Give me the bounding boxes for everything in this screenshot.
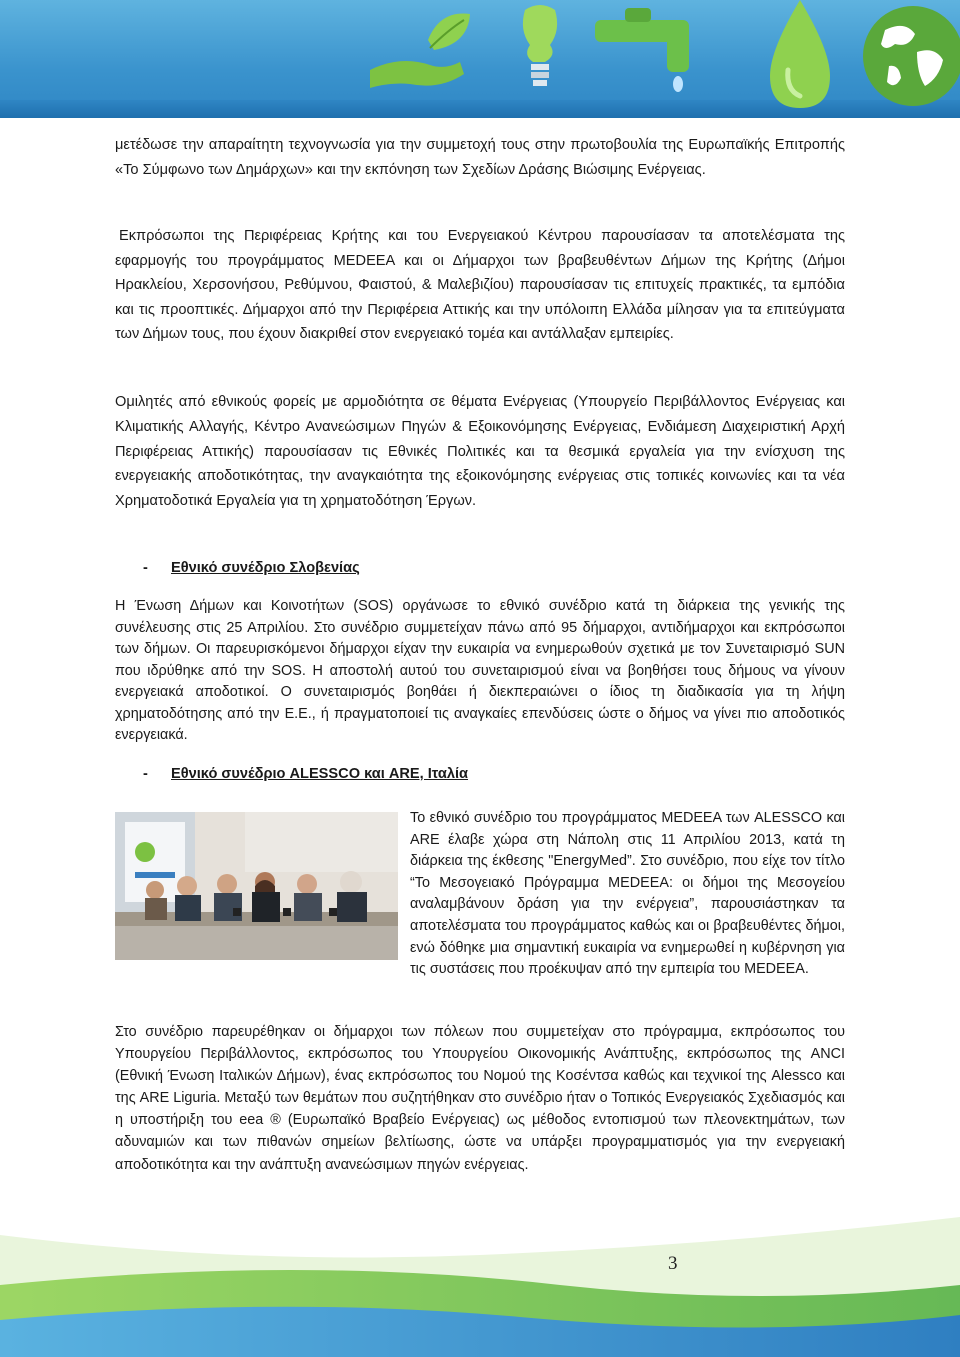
paragraph-5: Το εθνικό συνέδριο του προγράμματος MEDEEA των ALESSCO και ARE έλαβε χώρα στη Νάπολη στις 11 Απριλίου 2013, κατά τη διάρκεια της έκθεσης "EnergyMed”. Στο συνέδριο, που είχε τον τίτλο “Το Μεσογειακό Πρόγραμμα MEDEEA: οι δήμοι της Μεσογείου αναλαμβάνουν δράση για την ενέργεια”, παρουσιάστηκαν τα αποτελέσματα του προγράμματος καθώς και οι βραβευθέντες δήμοι, ενώ δόθηκε μια σημαντική ευκαιρία να ενημερωθεί η κυβέρνηση για τις συστάσεις που προέκυψαν από την εμπειρία του MEDEEA. (410, 810, 845, 978)
page-number: 3 (668, 1253, 678, 1274)
water-tap-icon (595, 0, 735, 100)
paragraph-3: Ομιλητές από εθνικούς φορείς με αρμοδιότητα σε θέματα Ενέργειας (Υπουργείο Περιβάλλοντος Ενέργειας και Κλιματικής Αλλαγής, Κέντρο Ανανεώσιμων Πηγών & Εξοικονόμησης Ενέργειας, Ενδιάμεση Διαχειριστική Αρχή Περιφέρειας Αττικής) παρουσίασαν τις Εθνικές Πολιτικές και τα θεσμικά εργαλεία για την ενίσχυση της ενεργειακής αποδοτικότητας, την αναγκαιότητα της εξοικονόμησης ενέργειας στις τοπικές κοινωνίες και τα νέα Χρηματοδοτικά Εργαλεία για τη χρηματοδότηση Έργων. (115, 394, 845, 510)
heading-dash: - (143, 766, 148, 782)
heading-dash: - (143, 560, 148, 576)
header-banner (0, 0, 960, 118)
paragraph-2: Εκπρόσωποι της Περιφέρειας Κρήτης και του Ενεργειακού Κέντρου παρουσίασαν τα αποτελέσματα της εφαρμογής του προγράμματος MEDEEA και οι Δήμαρχοι των βραβευθέντων Δήμων της Κρήτης (Δήμοι Ηρακλείου, Χερσονήσου, Ρεθύμνου, Φαιστού, & Μαλεβιζίου) παρουσίασαν τις επιτυχείς πρακτικές, τα εμπόδια και τις προοπτικές. Δήμαρχοι από την Περιφέρεια Αττικής και την υπόλοιπη Ελλάδα μίλησαν για τα επιτεύγματα των Δήμων τους, που έχουν διακριθεί στον ενεργειακό τομέα και αντάλλαξαν εμπειρίες. (115, 228, 845, 343)
globe-icon (855, 0, 960, 118)
paragraph-4: Η Ένωση Δήμων και Κοινοτήτων (SOS) οργάνωσε το εθνικό συνέδριο κατά τη διάρκεια της γενικής της συνέλευσης στις 25 Απριλίου. Στο συνέδριο συμμετείχαν πάνω από 95 δήμαρχοι, αντιδήμαρχοι και εκπρόσωποι των δήμων. Οι παρευρισκόμενοι δήμαρχοι είχαν την ευκαιρία να ενημερωθούν σχετικά με τον Συνεταιρισμό SUN που ιδρύθηκε από την SOS. Η αποστολή αυτού του συνεταιρισμού είναι να βοηθήσει τους δήμους να γίνουν ενεργειακά αποδοτικοί. Ο συνεταιρισμός βοηθάει ή διεκπεραιώνει ο ίδιος τη διαδικασία για τη λήψη χρηματοδότησης από την Ε.Ε., ή πραγματοποιεί τις αναγκαίες επενδύσεις ώστε ο δήμος να γίνει πιο αποδοτικός ενεργειακά. (115, 598, 845, 743)
conference-panel-photo (115, 812, 398, 960)
section-heading-slovenia (143, 560, 360, 576)
heading-text: Εθνικό συνέδριο ALESSCO και ARE, Ιταλία (171, 766, 469, 782)
hand-leaf-icon (360, 0, 480, 100)
section-heading-italy (143, 766, 468, 782)
paragraph-1: μετέδωσε την απαραίτητη τεχνογνωσία για την συμμετοχή τους στην πρωτοβουλία της Ευρωπαϊκής Επιτροπής «Το Σύμφωνο των Δημάρχων» και την εκπόνηση των Σχεδίων Δράσης Βιώσιμης Ενέργειας. (115, 137, 845, 178)
paragraph-6: Στο συνέδριο παρευρέθηκαν οι δήμαρχοι των πόλεων που συμμετείχαν στο πρόγραμμα, εκπρόσωπος του Υπουργείου Περιβάλλοντος, εκπρόσωπος του Υπουργείου Οικονομικής Ανάπτυξης, εκπρόσωπος της ANCI (Εθνική Ένωση Ιταλικών Δήμων), ένας εκπρόσωπος του Νομού της Κοσέντσα καθώς και τεχνικοί της Alessco και της ARE Liguria. Μεταξύ των θεμάτων που συζητήθηκαν στο συνέδριο ήταν ο Τοπικός Ενεργειακός Σχεδιασμός και η υποστήριξη του eea ® (Ευρωπαϊκό Βραβείο Ενέργειας) ως μέθοδος εντοπισμού των πλεονεκτημάτων, των αδυναμιών και των πιθανών σημείων βελτίωσης, ώστε να υπάρξει προγραμματισμός για την ενεργειακή αποδοτικότητα και την ανάπτυξη ανανεώσιμων πηγών ενέργειας. (115, 1024, 845, 1173)
footer-wave-decoration (0, 1215, 960, 1357)
light-bulb-icon (505, 0, 575, 100)
heading-text: Εθνικό συνέδριο Σλοβενίας (171, 560, 360, 576)
water-drop-icon (760, 0, 840, 118)
